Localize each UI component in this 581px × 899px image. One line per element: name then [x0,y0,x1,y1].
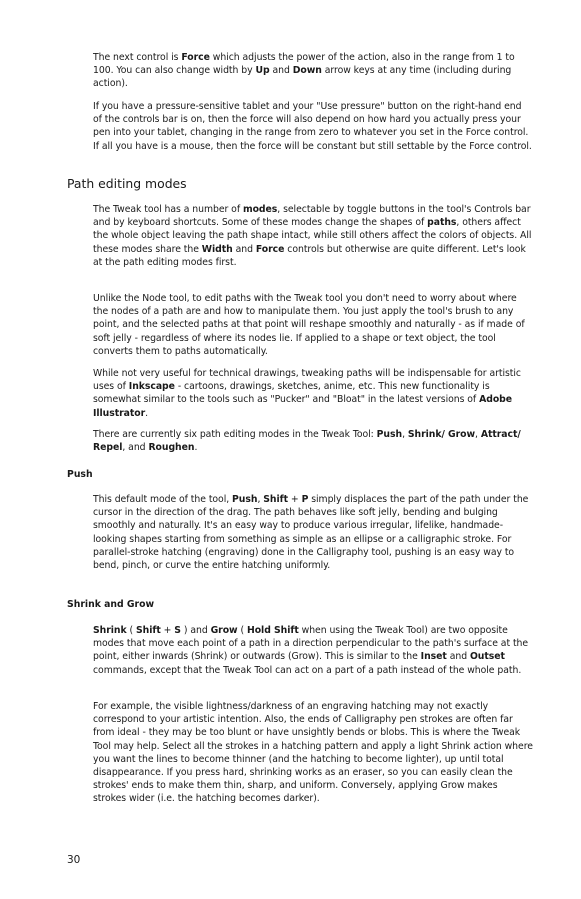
bold-term: modes [242,204,278,215]
text-run: , [402,429,408,440]
bold-term: P [301,494,309,505]
text-run: + [288,494,302,505]
text-run: , [475,429,481,440]
bold-term: Push [232,494,258,505]
bold-term: Inkscape [128,381,175,393]
text-run: and [446,651,470,663]
text-run: There are currently six path editing modes in the Tweak Tool: [93,429,377,440]
bold-term: Shift [135,625,161,636]
paragraph-pressure-tablet [93,100,533,153]
bold-term: paths [427,217,457,229]
text-run: The Tweak tool has a number of [93,204,243,215]
bold-term: Shift [263,494,288,505]
paragraph-unlike-node-tool [93,292,533,358]
text-run: This default mode of the tool, [93,494,233,505]
paragraph-shrink-grow [93,624,533,677]
paragraph-artistic-uses [93,367,533,420]
bold-term: Grow [210,625,238,636]
text-run: which adjusts the power of the action, also in the range from 1 to 100. You can also change width by [93,52,515,77]
text-run: simply displaces the part of the path under the cursor in the direction of the drag. The path behaves like soft jelly, bending and bulging smoothly and naturally. It's an easy way to produce various irregular, lifelike, handmade-looking shapes starting from something as simple as an ellipse or a calligraphic stroke. For parallel-stroke hatching (engraving) done in the Calligraphy tool, pushing is an easy way to bend, pinch, or curve the entire hatching uniformly. [93,494,529,572]
text-run: For example, the visible lightness/darkness of an engraving hatching may not exactly correspond to your artistic intention. Also, the ends of Calligraphy pen strokes are often far from ideal - they may be too blunt or have unsightly bends or blobs. This is where the Tweak Tool may help. Select all the strokes in a hatching pattern and apply a light Shrink action where you want the lines to become thinner (and the hatching to become lighter), up until total disappearance. If you press hard, shrinking works as an eraser, so you can easily clean the strokes' ends to make them thin, sharp, and uniform. Conversely, applying Grow makes strokes wider (i.e. the hatching becomes darker). [93,701,533,805]
bold-term: Inset [420,651,447,663]
paragraph-hatching-example [93,700,533,806]
bold-term: Shrink [93,625,127,636]
bold-term: S [174,625,181,636]
page-number: 30 [67,854,81,866]
text-run: , selectable by toggle buttons in the tool's Controls bar and by keyboard shortcuts. Some of these modes change the shapes of [93,204,531,229]
text-run: , and [122,442,149,454]
bold-term: Push [376,429,403,440]
bold-term: Attract/ Repel [93,429,521,454]
text-run: If you have a pressure-sensitive tablet and your "Use pressure" button on the right-hand end of the controls bar is on, then the force will also depend on how hard you actually press your pen into your tablet, changing in the range from zero to whatever you set in the Force control. If all you have is a mouse, then the force will be constant but still settable by the Force control. [93,101,532,152]
text-run: , others affect the whole object leaving the path shape intact, while still others affect the colors of objects. All these modes share the [93,217,532,255]
text-run: controls but otherwise are quite different. Let's look at the path editing modes first. [93,243,526,268]
text-run: ( [237,625,247,636]
bold-term: Force [255,243,285,255]
text-run: ) and [180,625,211,636]
text-run: and [269,65,293,77]
text-run: . [194,442,198,454]
bold-term: Shrink/ Grow [407,429,475,440]
text-run: , [257,494,264,505]
text-run: arrow keys at any time (including during action). [93,65,512,90]
text-run: While not very useful for technical drawings, tweaking paths will be indispensable for artistic uses of [93,368,521,393]
text-run: Unlike the Node tool, to edit paths with the Tweak tool you don't need to worry about where the nodes of a path are and how to manipulate them. You just apply the tool's brush to any point, and the selected paths at that point will reshape smoothly and naturally - as if made of soft jelly - regardless of where its nodes lie. If applied to a shape or text object, the tool converts them to paths automatically. [93,293,525,357]
bold-term: Outset [469,651,505,663]
text-run: and [232,243,256,255]
bold-term: Width [201,243,233,255]
bold-term: Adobe Illustrator [93,394,513,419]
bold-term: Up [255,65,270,77]
text-run: when using the Tweak Tool) are two opposite modes that move each point of a path in a direction perpendicular to the path's surface at the point, either inwards (Shrink) or outwards (Grow). This is similar to the [93,625,529,663]
paragraph-tweak-modes [93,203,533,269]
text-run: The next control is [93,52,182,63]
text-run: ( [126,625,136,636]
paragraph-six-modes [93,428,533,454]
text-run: + [160,625,175,636]
bold-term: Roughen [148,442,195,454]
bold-term: Force [181,52,210,63]
paragraph-force-control [93,51,533,91]
text-run: commands, except that the Tweak Tool can act on a part of a path instead of the whole path. [93,664,522,676]
paragraph-push-mode [93,493,533,572]
heading-shrink-and-grow: Shrink and Grow [67,599,155,610]
bold-term: Hold Shift [246,625,299,636]
heading-path-editing-modes: Path editing modes [67,176,187,191]
text-run: . [145,407,149,419]
heading-push: Push [67,469,93,480]
text-run: - cartoons, drawings, sketches, anime, etc. This new functionality is somewhat similar to the tools such as "Pucker" and "Bloat" in the latest versions of [93,381,490,406]
bold-term: Down [292,65,322,77]
